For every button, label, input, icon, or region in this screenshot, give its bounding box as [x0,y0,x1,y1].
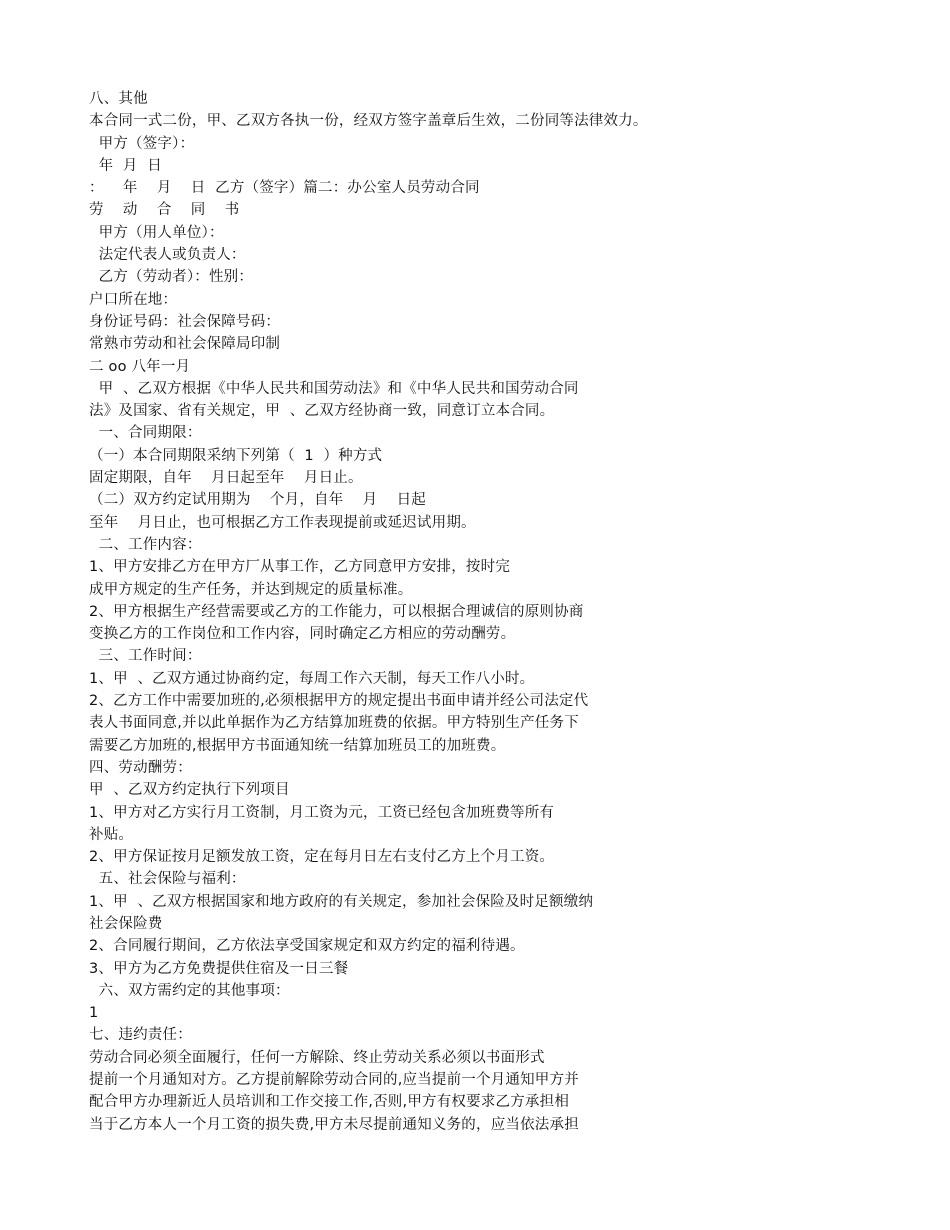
text-line: 变换乙方的工作岗位和工作内容，同时确定乙方相应的劳动酬劳。 [89,626,516,643]
text-line: 2、合同履行期间，乙方依法享受国家规定和双方约定的福利待遇。 [89,938,525,955]
signature-party-b: ： 年 月 日 乙方（签字）篇二：办公室人员劳动合同 [89,180,480,197]
text-line: 社会保险费 [89,915,163,932]
text-line: 至年 月日止，也可根据乙方工作表现提前或延迟试用期。 [89,514,476,531]
text-line: 2、甲方根据生产经营需要或乙方的工作能力，可以根据合理诚信的原则协商 [89,603,584,620]
text-line: 甲 、乙双方根据《中华人民共和国劳动法》和《中华人民共和国劳动合同 [89,380,579,397]
text-line: 成甲方规定的生产任务，并达到规定的质量标准。 [89,581,413,598]
publish-date: 二 oo 八年一月 [89,358,191,375]
text-line: 2、乙方工作中需要加班的,必须根据甲方的规定提出书面申请并经公司法定代 [89,693,589,710]
field-legal-representative: 法定代表人或负责人： [89,247,246,264]
text-line: 需要乙方加班的,根据甲方书面通知统一结算加班员工的加班费。 [89,737,506,754]
field-employer: 甲方（用人单位）： [89,224,224,241]
text-line: （一）本合同期限采纳下列第（ 1 ）种方式 [89,447,383,464]
section-heading-work-content: 二、工作内容： [89,536,202,553]
text-line: （二）双方约定试用期为 个月，自年 月 日起 [89,492,427,509]
text-line: 3、甲方为乙方免费提供住宿及一日三餐 [89,960,349,977]
section-heading-liability: 七、违约责任： [89,1027,192,1044]
date-line: 年 月 日 [89,157,162,174]
text-line: 劳动合同必须全面履行，任何一方解除、终止劳动关系必须以书面形式 [89,1049,545,1066]
section-heading-insurance: 五、社会保险与福利： [89,871,246,888]
text-line: 2、甲方保证按月足额发放工资，定在每月日左右支付乙方上个月工资。 [89,849,555,866]
section-heading-work-hours: 三、工作时间： [89,648,202,665]
field-employee-gender: 乙方（劳动者）：性别： [89,269,254,286]
text-line: 1、甲 、乙双方通过协商约定，每周工作六天制，每天工作八小时。 [89,670,535,687]
text-line: 补贴。 [89,826,134,843]
text-line: 1、甲 、乙双方根据国家和地方政府的有关规定，参加社会保险及时足额缴纳 [89,893,594,910]
signature-party-a: 甲方（签字）： [89,135,195,152]
section-heading-other: 八、其他 [89,91,148,107]
document-page [89,88,889,1136]
field-id-number: 身份证号码：社会保障号码： [89,313,281,330]
text-line: 当于乙方本人一个月工资的损失费,甲方未尽提前通知义务的，应当依法承担 [89,1116,579,1133]
publisher-line: 常熟市劳动和社会保障局印制 [89,336,281,353]
field-household-registration: 户口所在地： [89,291,178,308]
text-line: 提前一个月通知对方。乙方提前解除劳动合同的,应当提前一个月通知甲方并 [89,1072,579,1089]
text-line: 表人书面同意,并以此单据作为乙方结算加班费的依据。甲方特别生产任务下 [89,715,579,732]
section-heading-term: 一、合同期限： [89,425,202,442]
text-line: 1、甲方对乙方实行月工资制，月工资为元，工资已经包含加班费等所有 [89,804,555,821]
text-line: 1 [89,1005,99,1022]
text-line: 法》及国家、省有关规定，甲 、乙双方经协商一致，同意订立本合同。 [89,403,555,420]
section-heading-remuneration: 四、劳动酬劳： [89,759,192,776]
text-line: 固定期限，自年 月日起至年 月日止。 [89,470,363,487]
text-line: 甲 、乙双方约定执行下列项目 [89,782,290,799]
contract-title: 劳 动 合 同 书 [89,202,240,219]
section-heading-other-matters: 六、双方需约定的其他事项： [89,982,290,999]
text-line: 本合同一式二份，甲、乙双方各执一份，经双方签字盖章后生效，二份同等法律效力。 [89,113,648,130]
text-line: 配合甲方办理新近人员培训和工作交接工作,否则,甲方有权要求乙方承担相 [89,1094,570,1111]
text-line: 1、甲方安排乙方在甲方厂从事工作，乙方同意甲方安排，按时完 [89,559,511,576]
